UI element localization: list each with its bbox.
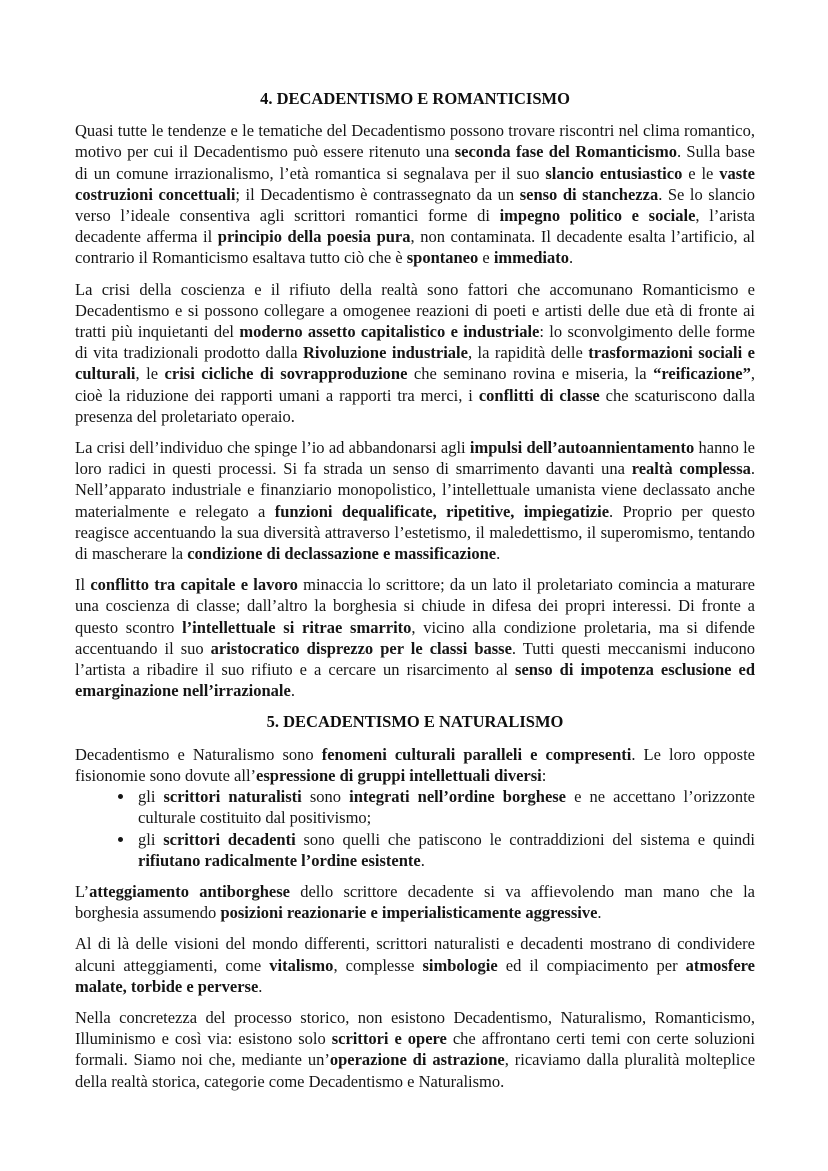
text-run: dello scrittore decadente si va affievolendo man mano che la borghesia assumendo — [75, 881, 755, 923]
bold-text-run: “reificazione” — [653, 364, 751, 384]
bold-text-run: impulsi dell’autoannientamento — [469, 438, 695, 458]
text-run: , complesse — [333, 955, 423, 975]
text-run: . — [569, 248, 574, 268]
paragraph — [75, 744, 755, 786]
bold-text-run: senso di stanchezza — [519, 184, 659, 204]
bold-text-run: impegno politico e sociale — [499, 206, 696, 226]
bold-text-run: seconda fase del Romanticismo — [454, 142, 677, 162]
bold-text-run: trasformazioni sociali e culturali — [75, 343, 756, 384]
bold-text-run: scrittori e opere — [331, 1029, 447, 1049]
bold-text-run: principio della poesia pura — [217, 227, 411, 247]
bold-text-run: immediato — [493, 248, 569, 268]
text-run: sono — [301, 787, 350, 807]
bold-text-run: crisi cicliche di sovrapproduzione — [164, 364, 408, 384]
bold-text-run: conflitto tra capitale e lavoro — [90, 575, 298, 595]
bold-text-run: atteggiamento antiborghese — [89, 881, 290, 901]
text-run: gli — [138, 787, 164, 807]
text-run: . Se lo slancio verso l’ideale consentiva agli scrittori romantici forme di — [75, 184, 755, 226]
paragraph — [75, 881, 755, 923]
paragraph — [75, 120, 755, 268]
paragraph — [75, 437, 755, 564]
text-run: sono quelli che patiscono le contraddizioni del sistema e quindi — [295, 829, 755, 849]
bold-text-run: integrati nell’ordine borghese — [349, 787, 567, 807]
bold-text-run: funzioni dequalificate, ripetitive, impiegatizie — [274, 501, 610, 521]
bold-text-run: Rivoluzione industriale — [302, 343, 468, 363]
bold-text-run: espressione di gruppi intellettuali diversi — [256, 765, 542, 785]
text-run: . — [290, 681, 295, 701]
text-run: , ricaviamo dalla pluralità molteplice della realtà storica, categorie come Decadentismo e Naturalismo. — [75, 1050, 756, 1091]
bold-text-run: conflitti di classe — [478, 385, 600, 405]
list-item — [135, 829, 755, 871]
bold-text-run: aristocratico disprezzo per le classi basse — [210, 638, 512, 658]
section-heading: 4. DECADENTISMO E ROMANTICISMO — [260, 89, 570, 108]
text-run: ed il compiacimento per — [497, 955, 686, 975]
document-content — [75, 88, 755, 1092]
text-run: ; il Decadentismo è contrassegnato da un — [235, 184, 520, 204]
list-item — [135, 786, 755, 828]
paragraph — [75, 1007, 755, 1092]
text-run: che affrontano certi temi con certe soluzioni formali. Siamo noi che, mediante un’ — [75, 1029, 755, 1070]
text-run: . Proprio per questo reagisce accentuando la sua diversità attraverso l’estetismo, il maledettismo, il superomismo, tentando di mascherare la — [75, 501, 756, 564]
bold-text-run: moderno assetto capitalistico e industriale — [239, 322, 540, 342]
text-run: Nella concretezza del processo storico, non esistono Decadentismo, Naturalismo, Romanticismo, Illuminismo e così via: esistono solo — [75, 1007, 755, 1049]
text-run: e ne accettano l’orizzonte culturale costituito dal positivismo; — [138, 787, 756, 828]
text-run: L’ — [75, 881, 90, 901]
text-run: e — [478, 248, 494, 268]
text-run: e le — [682, 163, 720, 183]
text-run: che scaturiscono dalla presenza del proletariato operaio. — [75, 385, 755, 426]
text-run: . Sulla base di un comune irrazionalismo, l’età romantica si segnalava per il suo — [75, 142, 755, 183]
bold-text-run: simbologie — [422, 955, 498, 975]
text-run: Al di là delle visioni del mondo differenti, scrittori naturalisti e decadenti mostrano di condividere alcuni atteggiamenti, come — [75, 934, 755, 975]
text-run: . Tutti questi meccanismi inducono l’artista a ribadire il suo rifiuto e a cercare un risarcimento al — [75, 638, 756, 680]
text-run: , non contaminata. Il decadente esalta l’artificio, al contrario il Romanticismo esaltava tutto ciò che è — [75, 227, 755, 268]
bold-text-run: spontaneo — [406, 248, 479, 268]
bold-text-run: posizioni reazionarie e imperialisticamente aggressive — [220, 903, 598, 923]
bold-text-run: realtà complessa — [631, 459, 751, 479]
text-run: , vicino alla condizione proletaria, ma si difende accentuando il suo — [75, 617, 755, 658]
bold-text-run: scrittori naturalisti — [163, 787, 302, 807]
text-run: hanno le loro radici in questi processi. Si fa strada un senso di smarrimento davanti una — [75, 438, 756, 479]
text-run: , cioè la riduzione dei rapporti umani a rapporti tra merci, i — [75, 364, 755, 405]
bold-text-run: slancio entusiastico — [545, 163, 683, 183]
text-run: , le — [135, 364, 165, 384]
bold-text-run: vaste costruzioni concettuali — [75, 163, 756, 204]
text-run: che seminano rovina e miseria, la — [407, 364, 654, 384]
bold-text-run: fenomeni culturali paralleli e compresenti — [321, 744, 632, 764]
text-run: . Nell’apparato industriale e finanziario monopolistico, l’intellettuale umanista viene declassato anche materialmente e relegato a — [75, 459, 755, 521]
bold-text-run: atmosfere malate, torbide e perverse — [75, 955, 755, 996]
bullet-list — [75, 786, 755, 871]
text-run: : — [541, 765, 547, 785]
text-run: La crisi dell’individuo che spinge l’io ad abbandonarsi agli — [75, 438, 470, 458]
bold-text-run: scrittori decadenti — [163, 829, 296, 849]
text-run: , l’arista decadente afferma il — [75, 206, 756, 247]
bold-text-run: vitalismo — [269, 955, 334, 975]
section-heading: 5. DECADENTISMO E NATURALISMO — [266, 712, 564, 732]
text-run: Il — [75, 575, 91, 595]
text-run: . — [597, 903, 602, 923]
text-run: gli — [138, 829, 164, 849]
text-run: : lo sconvolgimento delle forme di vita tradizionali prodotto dalla — [75, 322, 756, 363]
bold-text-run: l’intellettuale si ritrae smarrito — [182, 617, 412, 637]
text-run: . Le loro opposte fisionomie sono dovute all’ — [75, 744, 755, 785]
text-run: Quasi tutte le tendenze e le tematiche del Decadentismo possono trovare riscontri nel clima romantico, motivo per cui il Decadentismo può essere ritenuto una — [75, 121, 755, 162]
text-run: La crisi della coscienza e il rifiuto della realtà sono fattori che accomunano Romanticismo e Decadentismo e si possono collegare a omogenee reazioni di poeti e artisti delle due età di fronte ai tratti più inquietanti del — [75, 279, 755, 342]
text-run: , la rapidità delle — [467, 343, 589, 363]
paragraph — [75, 279, 755, 427]
bold-text-run: operazione di astrazione — [329, 1050, 505, 1070]
text-run: . — [420, 850, 425, 870]
paragraph — [75, 574, 755, 701]
text-run: minaccia lo scrittore; da un lato il proletariato comincia a maturare una coscienza di classe; dall’altro la borghesia si chiude in difesa dei propri interessi. Di fronte a questo scontro — [75, 575, 756, 637]
bold-text-run: rifiutano radicalmente l’ordine esistente — [138, 850, 421, 870]
bold-text-run: condizione di declassazione e massificazione — [187, 544, 497, 564]
bold-text-run: senso di impotenza esclusione ed emarginazione nell’irrazionale — [75, 660, 755, 701]
text-run: . — [496, 544, 501, 564]
text-run: Decadentismo e Naturalismo sono — [75, 744, 322, 764]
text-run: . — [258, 976, 263, 996]
paragraph — [75, 933, 755, 997]
